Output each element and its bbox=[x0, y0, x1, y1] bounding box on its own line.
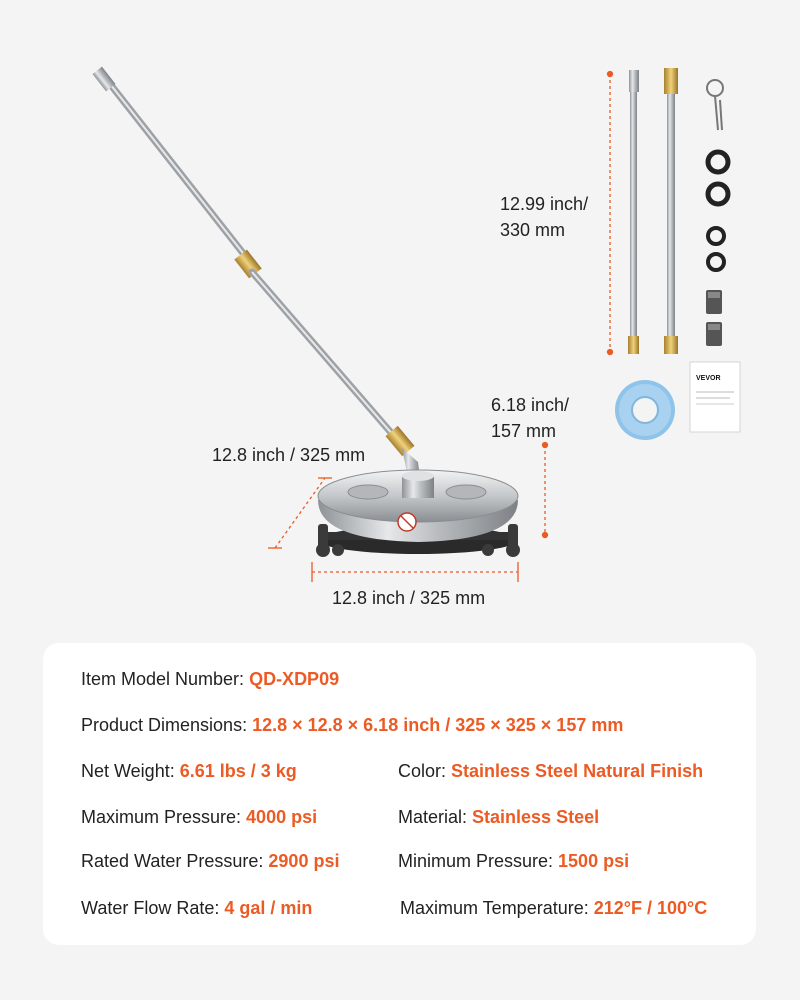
height-label bbox=[491, 392, 569, 444]
nozzles bbox=[706, 290, 722, 346]
height-line1: 6.18 inch/ bbox=[491, 395, 570, 415]
spec-color-label: Color: bbox=[398, 761, 452, 781]
o-rings bbox=[708, 152, 728, 270]
spec-color-value: Stainless Steel Natural Finish bbox=[451, 761, 704, 781]
pole-length-label bbox=[500, 191, 588, 243]
extension-wand bbox=[92, 67, 420, 478]
spec-min-pressure-label: Minimum Pressure: bbox=[398, 851, 559, 871]
short-extension-poles bbox=[628, 68, 678, 354]
spec-rated-pressure-label: Rated Water Pressure: bbox=[81, 851, 269, 871]
spec-net-weight-value: 6.61 lbs / 3 kg bbox=[179, 761, 297, 781]
spec-max-pressure-value: 4000 psi bbox=[246, 807, 318, 827]
spec-flow-rate-value: 4 gal / min bbox=[224, 898, 313, 918]
spec-max-pressure bbox=[81, 805, 317, 829]
spec-flow-rate bbox=[81, 896, 312, 920]
pole-length-line1: 12.99 inch/ bbox=[500, 194, 589, 214]
spec-max-temp bbox=[400, 896, 707, 920]
thread-seal-tape bbox=[615, 380, 675, 440]
spec-dimensions-label: Product Dimensions: bbox=[81, 715, 253, 735]
spec-color bbox=[398, 759, 703, 783]
spec-material-value: Stainless Steel bbox=[472, 807, 600, 827]
specifications-card bbox=[43, 643, 756, 945]
spec-flow-rate-label: Water Flow Rate: bbox=[81, 898, 225, 918]
manual-brand: VEVOR bbox=[696, 375, 721, 382]
spec-net-weight bbox=[81, 759, 297, 783]
spec-min-pressure-value: 1500 psi bbox=[558, 851, 630, 871]
spec-dimensions bbox=[81, 713, 623, 737]
spec-rated-pressure-value: 2900 psi bbox=[268, 851, 340, 871]
spec-max-temp-label: Maximum Temperature: bbox=[400, 898, 594, 918]
spec-dimensions-value: 12.8 × 12.8 × 6.18 inch / 325 × 325 × 157 mm bbox=[252, 715, 624, 735]
height-line2: 157 mm bbox=[491, 421, 557, 441]
spec-material bbox=[398, 805, 599, 829]
spec-model bbox=[81, 667, 339, 691]
spec-max-temp-value: 212°F / 100°C bbox=[593, 898, 708, 918]
diameter-side-label: 12.8 inch / 325 mm bbox=[212, 445, 366, 465]
diameter-bottom-label: 12.8 inch / 325 mm bbox=[332, 588, 486, 608]
spec-net-weight-label: Net Weight: bbox=[81, 761, 180, 781]
surface-cleaner bbox=[316, 470, 520, 557]
user-manual bbox=[690, 362, 740, 432]
pole-length-line2: 330 mm bbox=[500, 220, 566, 240]
spec-model-value: QD-XDP09 bbox=[249, 669, 340, 689]
spec-material-label: Material: bbox=[398, 807, 473, 827]
spec-model-label: Item Model Number: bbox=[81, 669, 250, 689]
spec-rated-pressure bbox=[81, 849, 339, 873]
spec-max-pressure-label: Maximum Pressure: bbox=[81, 807, 247, 827]
spec-min-pressure bbox=[398, 849, 629, 873]
locking-pin bbox=[707, 80, 723, 130]
